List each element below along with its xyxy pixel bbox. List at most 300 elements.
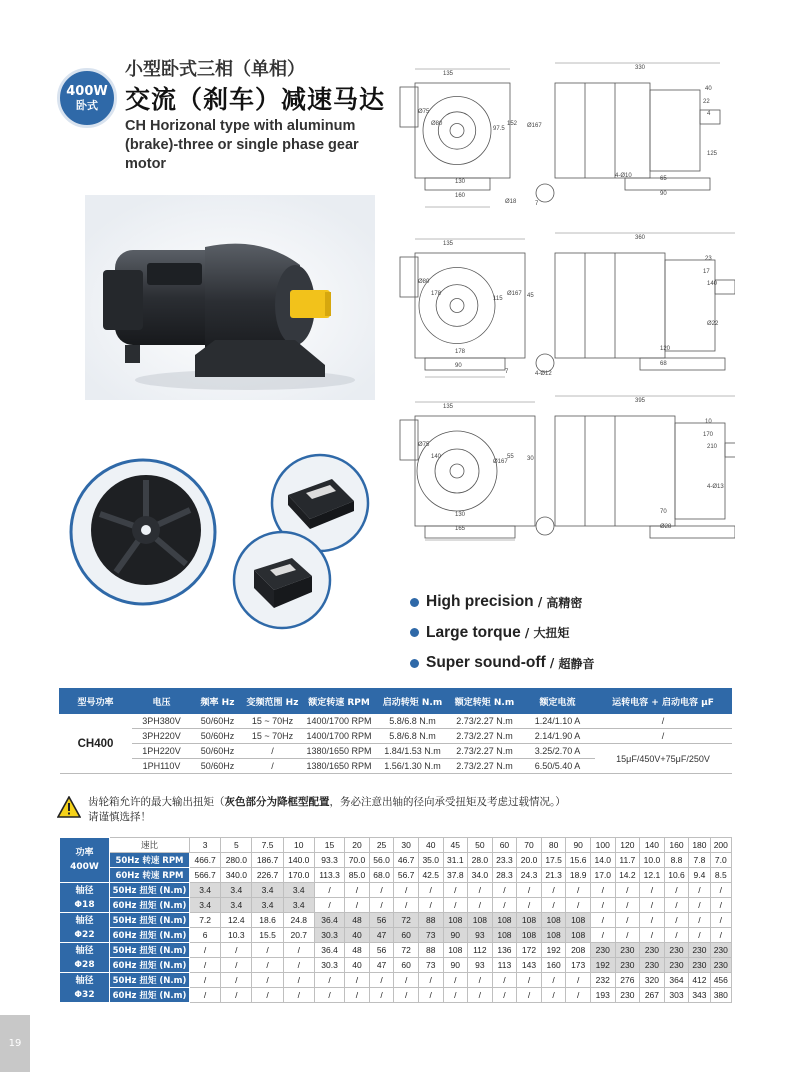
torque-cell: 456 xyxy=(710,973,731,988)
torque-cell: / xyxy=(314,973,344,988)
torque-cell: / xyxy=(394,883,419,898)
dimension-label: 170 xyxy=(703,432,714,438)
torque-cell: / xyxy=(468,973,493,988)
torque-cell: / xyxy=(252,958,283,973)
dimension-label: 90 xyxy=(455,363,462,369)
torque-cell: 208 xyxy=(566,943,591,958)
front-view-flange xyxy=(423,97,491,165)
speed-cell: 17.5 xyxy=(541,853,566,868)
torque-cell: / xyxy=(443,883,468,898)
dimension-label: 135 xyxy=(443,404,454,410)
torque-cell: / xyxy=(190,943,221,958)
row-header-cell: 60Hz 扭矩 (N.m) xyxy=(110,928,190,943)
spec-header-row xyxy=(60,689,732,714)
speed-cell: 8.5 xyxy=(710,868,731,883)
torque-cell: 36.4 xyxy=(314,943,344,958)
dimension-label: 7 xyxy=(505,369,509,375)
model-cell: CH400 xyxy=(60,714,132,774)
feature-item xyxy=(410,587,594,618)
torque-cell: / xyxy=(590,883,615,898)
dimension-label: 130 xyxy=(455,512,466,518)
torque-cell: 143 xyxy=(517,958,542,973)
dimension-label: Ø167 xyxy=(507,291,522,297)
dimension-label: 65 xyxy=(660,176,667,182)
torque-cell: / xyxy=(615,928,640,943)
torque-cell: 230 xyxy=(640,958,665,973)
front-view-shaft xyxy=(450,299,464,313)
torque-cell: 3.4 xyxy=(221,883,252,898)
spec-cell: 1400/1700 RPM xyxy=(302,729,377,744)
dimension-label: 45 xyxy=(527,293,534,299)
speed-cell: 24.3 xyxy=(517,868,542,883)
ratio-cell: 160 xyxy=(664,838,689,853)
dimension-label: 165 xyxy=(455,526,466,532)
speed-cell: 17.0 xyxy=(590,868,615,883)
speed-cell: 28.0 xyxy=(468,853,493,868)
torque-cell: 113 xyxy=(492,958,517,973)
spec-row xyxy=(60,729,732,744)
ratio-cell: 30 xyxy=(394,838,419,853)
front-view-outline xyxy=(415,416,535,526)
torque-cell: 6 xyxy=(190,928,221,943)
spec-header-cell: 启动转矩 N.m xyxy=(377,689,449,714)
ratio-cell: 200 xyxy=(710,838,731,853)
feature-slash: / xyxy=(520,625,534,640)
side-view-base xyxy=(625,178,710,190)
bullet-icon xyxy=(410,628,419,637)
torque-cell: 48 xyxy=(345,943,370,958)
spec-cell: 1400/1700 RPM xyxy=(302,714,377,729)
torque-cell: / xyxy=(664,928,689,943)
torque-cell: 192 xyxy=(590,958,615,973)
torque-cell: / xyxy=(418,883,443,898)
torque-cell: 30.3 xyxy=(314,958,344,973)
torque-cell: 10.3 xyxy=(221,928,252,943)
torque-cell: / xyxy=(221,958,252,973)
torque-cell: 90 xyxy=(443,958,468,973)
torque-cell: / xyxy=(369,883,394,898)
side-view-base xyxy=(640,358,725,370)
torque-cell: 112 xyxy=(468,943,493,958)
row-header-cell: 50Hz 扭矩 (N.m) xyxy=(110,913,190,928)
dimension-label: 115 xyxy=(493,296,503,302)
dimension-label: Ø167 xyxy=(527,123,542,129)
power-badge xyxy=(57,68,117,128)
torque-cell: 3.4 xyxy=(252,898,283,913)
front-view-base xyxy=(425,526,515,538)
side-view-motor xyxy=(555,253,665,358)
dimension-label: 97.5 xyxy=(493,126,505,132)
torque-row xyxy=(60,883,732,898)
torque-cell: / xyxy=(664,898,689,913)
torque-cell: 24.8 xyxy=(283,913,314,928)
gear-motor-photo xyxy=(85,195,375,400)
torque-cell: 88 xyxy=(418,913,443,928)
torque-cell: / xyxy=(492,898,517,913)
speed-cell: 340.0 xyxy=(221,868,252,883)
torque-cell: / xyxy=(418,973,443,988)
row-header-cell: 50Hz 扭矩 (N.m) xyxy=(110,883,190,898)
title-cn-line2: 交流（刹车）减速马达 xyxy=(125,85,386,114)
torque-cell: / xyxy=(615,898,640,913)
power-label-cell xyxy=(60,838,110,883)
dimension-label: 10 xyxy=(705,419,712,425)
spec-cell: 5.8/6.8 N.m xyxy=(377,714,449,729)
torque-cell: 3.4 xyxy=(252,883,283,898)
torque-cell: / xyxy=(221,943,252,958)
torque-cell: / xyxy=(517,973,542,988)
torque-cell: / xyxy=(190,958,221,973)
torque-cell: / xyxy=(283,958,314,973)
torque-cell: 320 xyxy=(640,973,665,988)
spec-header-cell: 额定转速 RPM xyxy=(302,689,377,714)
dimension-label: 125 xyxy=(707,151,718,157)
torque-cell: 108 xyxy=(443,913,468,928)
torque-cell: / xyxy=(541,883,566,898)
torque-cell: / xyxy=(369,988,394,1003)
torque-row xyxy=(60,973,732,988)
spec-table xyxy=(59,688,732,774)
torque-cell: / xyxy=(492,988,517,1003)
dimension-label: Ø18 xyxy=(505,199,517,205)
dimension-label: 90 xyxy=(660,191,667,197)
warning-bold: 灰色部分为降框型配置 xyxy=(224,796,330,808)
speed-cell: 186.7 xyxy=(252,853,283,868)
feature-list xyxy=(410,587,594,679)
feature-item xyxy=(410,648,594,679)
torque-cell: / xyxy=(443,988,468,1003)
row-header-cell: 60Hz 扭矩 (N.m) xyxy=(110,958,190,973)
torque-cell: 15.5 xyxy=(252,928,283,943)
torque-cell: 230 xyxy=(664,958,689,973)
spec-header-cell: 额定电流 xyxy=(521,689,595,714)
torque-row xyxy=(60,958,732,973)
torque-cell: 108 xyxy=(492,928,517,943)
torque-cell: 230 xyxy=(689,943,710,958)
speed-cell: 28.3 xyxy=(492,868,517,883)
feature-cn: 超静音 xyxy=(558,656,595,671)
spec-cell: 1PH220V xyxy=(132,744,192,759)
torque-cell: 30.3 xyxy=(314,928,344,943)
speed-cell: 12.1 xyxy=(640,868,665,883)
shaft-section-detail xyxy=(536,354,554,372)
torque-row xyxy=(60,988,732,1003)
torque-cell: 108 xyxy=(468,913,493,928)
torque-cell: 380 xyxy=(710,988,731,1003)
torque-cell: 108 xyxy=(517,928,542,943)
torque-cell: / xyxy=(590,928,615,943)
spec-cell: / xyxy=(595,729,732,744)
spec-header-cell: 变频范围 Hz xyxy=(244,689,302,714)
torque-cell: / xyxy=(664,913,689,928)
ratio-cell: 90 xyxy=(566,838,591,853)
torque-cell: 73 xyxy=(418,958,443,973)
torque-cell: 60 xyxy=(394,928,419,943)
torque-cell: / xyxy=(394,973,419,988)
dimension-label: Ø80 xyxy=(431,121,443,127)
power-label-text: 功率 xyxy=(75,848,94,858)
row-header-cell: 60Hz 转速 RPM xyxy=(110,868,190,883)
speed-cell: 46.7 xyxy=(394,853,419,868)
torque-cell: / xyxy=(710,928,731,943)
badge-power: 400W xyxy=(66,83,108,99)
dimension-label: 4-Ø12 xyxy=(535,371,552,377)
torque-cell: / xyxy=(283,943,314,958)
spec-cell: 1380/1650 RPM xyxy=(302,759,377,774)
spec-cell: 6.50/5.40 A xyxy=(521,759,595,774)
shaft-label-cell xyxy=(60,973,110,1003)
page-number: 19 xyxy=(0,1015,30,1072)
torque-cell: 230 xyxy=(615,943,640,958)
feature-slash: / xyxy=(533,595,547,610)
torque-cell: 193 xyxy=(590,988,615,1003)
spec-cell: 15 ~ 70Hz xyxy=(244,714,302,729)
dimension-label: 23 xyxy=(705,256,712,262)
torque-cell: / xyxy=(640,898,665,913)
spec-cell: 1PH110V xyxy=(132,759,192,774)
torque-cell: 7.2 xyxy=(190,913,221,928)
speed-cell: 140.0 xyxy=(283,853,314,868)
torque-cell: / xyxy=(664,883,689,898)
torque-cell: / xyxy=(689,883,710,898)
front-view-shaft xyxy=(450,124,464,138)
torque-cell: 3.4 xyxy=(190,883,221,898)
torque-cell: / xyxy=(689,913,710,928)
torque-warning-text xyxy=(88,795,738,825)
torque-cell: / xyxy=(541,898,566,913)
shaft-label-text: 轴径 xyxy=(75,975,94,986)
torque-cell: / xyxy=(418,988,443,1003)
torque-cell: / xyxy=(221,973,252,988)
ratio-cell: 140 xyxy=(640,838,665,853)
shaft-label-text: 轴径 xyxy=(75,885,94,896)
front-view-hub xyxy=(435,449,479,493)
torque-cell: / xyxy=(283,988,314,1003)
speed-cell: 11.7 xyxy=(615,853,640,868)
torque-cell: / xyxy=(710,913,731,928)
speed-cell: 35.0 xyxy=(418,853,443,868)
speed-cell: 18.9 xyxy=(566,868,591,883)
shaft-section-detail xyxy=(536,517,554,535)
torque-cell: 108 xyxy=(517,913,542,928)
power-label-text: 400W xyxy=(70,862,99,872)
dimension-label: 140 xyxy=(707,281,718,287)
speed-cell: 20.0 xyxy=(517,853,542,868)
torque-cell: / xyxy=(541,988,566,1003)
torque-row xyxy=(60,943,732,958)
torque-cell: / xyxy=(640,913,665,928)
spec-header-cell: 运转电容 + 启动电容 μF xyxy=(595,689,732,714)
torque-cell: 3.4 xyxy=(283,898,314,913)
ratio-cell: 120 xyxy=(615,838,640,853)
torque-cell: 72 xyxy=(394,913,419,928)
front-view-hub xyxy=(438,112,475,149)
spec-cell: 50/60Hz xyxy=(192,759,244,774)
torque-cell: / xyxy=(221,988,252,1003)
torque-cell: 40 xyxy=(345,958,370,973)
shaft-label-text: Φ28 xyxy=(74,959,95,970)
speed-cell: 23.3 xyxy=(492,853,517,868)
speed-cell: 10.0 xyxy=(640,853,665,868)
torque-cell: / xyxy=(345,883,370,898)
torque-cell: / xyxy=(566,898,591,913)
torque-cell: / xyxy=(492,973,517,988)
torque-cell: / xyxy=(689,898,710,913)
ratio-cell: 100 xyxy=(590,838,615,853)
dimension-label: 120 xyxy=(660,346,671,352)
torque-cell: 172 xyxy=(517,943,542,958)
speed-cell: 113.3 xyxy=(314,868,344,883)
torque-cell: 40 xyxy=(345,928,370,943)
torque-cell: 3.4 xyxy=(190,898,221,913)
torque-cell: / xyxy=(468,898,493,913)
ratio-cell: 50 xyxy=(468,838,493,853)
spec-cell: 1.56/1.30 N.m xyxy=(377,759,449,774)
torque-cell: 93 xyxy=(468,958,493,973)
warning-part2: ，务必注意出轴的径向承受扭矩及考虑过载情况。） xyxy=(329,796,566,808)
torque-cell: 20.7 xyxy=(283,928,314,943)
torque-cell: 230 xyxy=(689,958,710,973)
speed-cell: 7.8 xyxy=(689,853,710,868)
speed-cell: 21.3 xyxy=(541,868,566,883)
speed-row xyxy=(60,868,732,883)
speed-cell: 170.0 xyxy=(283,868,314,883)
front-view-base xyxy=(425,358,505,370)
spec-header-cell: 型号功率 xyxy=(60,689,132,714)
side-view-gearbox xyxy=(675,423,725,519)
ratio-cell: 10 xyxy=(283,838,314,853)
dimension-drawing-1 xyxy=(385,55,735,220)
torque-cell: / xyxy=(541,973,566,988)
torque-cell: 73 xyxy=(418,928,443,943)
spec-cell: 50/60Hz xyxy=(192,714,244,729)
dimension-label: 22 xyxy=(703,99,710,105)
torque-cell: 230 xyxy=(710,943,731,958)
side-view-gearbox xyxy=(650,90,700,171)
badge-type: 卧式 xyxy=(76,98,98,112)
torque-cell: 230 xyxy=(615,988,640,1003)
feature-en: Super sound-off xyxy=(426,654,546,672)
spec-cell: / xyxy=(244,744,302,759)
row-header-cell: 50Hz 扭矩 (N.m) xyxy=(110,943,190,958)
speed-cell: 226.7 xyxy=(252,868,283,883)
warning-line2: 请谨慎选择！ xyxy=(88,811,151,823)
dimension-label: 135 xyxy=(443,71,454,77)
torque-cell: 303 xyxy=(664,988,689,1003)
torque-cell: / xyxy=(394,988,419,1003)
spec-cell: 1.84/1.53 N.m xyxy=(377,744,449,759)
feature-en: Large torque xyxy=(426,623,521,641)
torque-cell: 192 xyxy=(541,943,566,958)
speed-cell: 14.0 xyxy=(590,853,615,868)
torque-cell: 108 xyxy=(566,928,591,943)
spec-cell: 3.25/2.70 A xyxy=(521,744,595,759)
brake-disc-photo xyxy=(68,452,218,612)
torque-cell: / xyxy=(640,928,665,943)
torque-cell: / xyxy=(590,913,615,928)
row-header-cell: 50Hz 转速 RPM xyxy=(110,853,190,868)
row-header-cell: 60Hz 扭矩 (N.m) xyxy=(110,898,190,913)
dimension-label: 178 xyxy=(431,291,442,297)
dimension-label: 160 xyxy=(455,193,466,199)
torque-cell: / xyxy=(517,988,542,1003)
speed-cell: 42.5 xyxy=(418,868,443,883)
torque-cell: / xyxy=(615,913,640,928)
dimension-label: Ø22 xyxy=(707,321,719,327)
title-en: CH Horizonal type with aluminum (brake)-three or single phase gear motor xyxy=(125,118,359,172)
torque-cell: 3.4 xyxy=(283,883,314,898)
speed-cell: 14.2 xyxy=(615,868,640,883)
speed-cell: 31.1 xyxy=(443,853,468,868)
feature-en: High precision xyxy=(426,593,534,611)
torque-cell: 230 xyxy=(710,958,731,973)
torque-cell: / xyxy=(640,883,665,898)
ratio-cell: 15 xyxy=(314,838,344,853)
dimension-label: 30 xyxy=(527,456,534,462)
torque-cell: 108 xyxy=(492,913,517,928)
speed-cell: 7.0 xyxy=(710,853,731,868)
front-view-flange xyxy=(419,268,495,344)
spec-cell: 50/60Hz xyxy=(192,744,244,759)
torque-cell: / xyxy=(369,898,394,913)
torque-cell: / xyxy=(689,928,710,943)
speed-cell: 15.6 xyxy=(566,853,591,868)
dimension-label: 360 xyxy=(635,235,646,241)
dimension-label: 70 xyxy=(660,509,667,515)
dimension-drawing-2 xyxy=(385,225,735,390)
torque-cell: / xyxy=(710,898,731,913)
torque-cell: 3.4 xyxy=(221,898,252,913)
spec-cell: 2.73/2.27 N.m xyxy=(449,759,521,774)
speed-cell: 37.8 xyxy=(443,868,468,883)
side-view-motor xyxy=(555,83,650,178)
side-view-shaft xyxy=(715,280,735,294)
torque-cell: 173 xyxy=(566,958,591,973)
torque-cell: 56 xyxy=(369,913,394,928)
spec-cell: 1.24/1.10 A xyxy=(521,714,595,729)
title-cn-line1: 小型卧式三相（单相） xyxy=(125,59,305,80)
side-view-shaft xyxy=(725,443,735,457)
spec-row xyxy=(60,744,732,759)
ratio-cell: 25 xyxy=(369,838,394,853)
torque-cell: 412 xyxy=(689,973,710,988)
torque-cell: / xyxy=(314,898,344,913)
torque-cell: 232 xyxy=(590,973,615,988)
torque-cell: / xyxy=(314,988,344,1003)
front-view-outline xyxy=(415,253,525,358)
dimension-label: Ø28 xyxy=(660,524,672,530)
torque-row xyxy=(60,898,732,913)
shaft-section-detail xyxy=(536,184,554,202)
dimension-drawing-3 xyxy=(385,388,735,553)
torque-cell: 36.4 xyxy=(314,913,344,928)
torque-cell: 93 xyxy=(468,928,493,943)
spec-cell: 5.8/6.8 N.m xyxy=(377,729,449,744)
torque-cell: / xyxy=(314,883,344,898)
feature-slash: / xyxy=(545,656,559,671)
torque-cell: / xyxy=(283,973,314,988)
ratio-cell: 80 xyxy=(541,838,566,853)
ratio-cell: 70 xyxy=(517,838,542,853)
torque-cell: 160 xyxy=(541,958,566,973)
shaft-label-cell xyxy=(60,913,110,943)
spec-header-cell: 频率 Hz xyxy=(192,689,244,714)
dimension-label: 68 xyxy=(660,361,667,367)
spec-cell: / xyxy=(595,714,732,729)
dimension-label: Ø80 xyxy=(418,279,430,285)
row-header-cell: 50Hz 扭矩 (N.m) xyxy=(110,973,190,988)
torque-cell: 56 xyxy=(369,943,394,958)
